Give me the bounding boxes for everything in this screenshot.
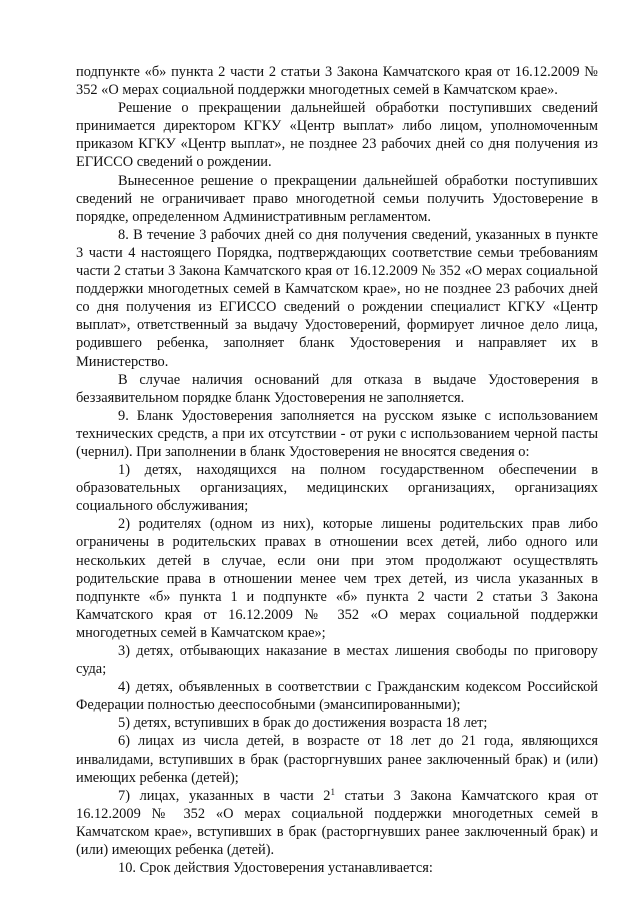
paragraph-decision-termination: Решение о прекращении дальнейшей обработки поступивших сведений принимается директором КГКУ «Центр выплат» либо лицом, уполномоченным приказом КГКУ «Центр выплат», не позднее 23 рабочих дней со дня получения из ЕГИССО сведений о рождении.: [76, 100, 598, 171]
paragraph-item-10: 10. Срок действия Удостоверения устанавливается:: [118, 860, 433, 877]
paragraph-decision-rights: Вынесенное решение о прекращении дальнейшей обработки поступивших сведений не ограничивает право многодетной семьи получить Удостоверение в порядке, определенном Административным регламентом.: [76, 172, 598, 225]
list-item-7-end: статьи 3 Закона Камчатского края от 16.12.2009 № 352 «О мерах социальной поддержки многодетных семей в Камчатском крае», вступивших в брак (расторгнувших ранее заключенный брак) и (или) имеющих ребенка (детей).: [76, 787, 599, 859]
superscript-1: 1: [330, 786, 335, 797]
list-item-6: 6) лицах из числа детей, в возрасте от 18 лет до 21 года, являющихся инвалидами, вступивших в брак (расторгнувших ранее заключенный брак) и (или) имеющих ребенка (детей);: [76, 733, 598, 786]
list-item-2: 2) родителях (одном из них), которые лишены родительских прав либо ограничены в родительских правах в отношении всех детей, либо одного или нескольких детей в случае, если они при этом продолжают осуществлять родительские права в отношении менее чем трех детей, из числа указанных в подпункте «б» пункта 1 и подпункте «б» пункта 2 части 2 статьи 3 Закона Камчатского края от 16.12.2009 № 352 «О мерах социальной поддержки многодетных семей в Камчатском крае»;: [76, 516, 598, 641]
list-item-3: 3) детях, отбывающих наказание в местах лишения свободы по приговору суда;: [76, 643, 598, 678]
paragraph-item-9: 9. Бланк Удостоверения заполняется на русском языке с использованием технических средств, а при их отсутствии - от руки с использованием черной пасты (чернил). При заполнении в бланк Удостоверения не вносятся сведения о:: [76, 407, 598, 460]
list-item-7-start: 7) лицах, указанных в части 2: [118, 787, 331, 804]
list-item-4: 4) детях, объявленных в соответствии с Гражданским кодексом Российской Федерации полностью дееспособными (эмансипированными);: [76, 679, 598, 714]
paragraph-refusal: В случае наличия оснований для отказа в выдаче Удостоверения в беззаявительном порядке бланк Удостоверения не заполняется.: [76, 371, 598, 406]
paragraph-item-8: 8. В течение 3 рабочих дней со дня получения сведений, указанных в пункте 3 части 4 настоящего Порядка, подтверждающих соответствие семьи требованиям части 2 статьи 3 Закона Камчатского края от 16.12.2009 № 352 «О мерах социальной поддержки многодетных семей в Камчатском крае», но не позднее 23 рабочих дней со дня получения из ЕГИССО сведений о рождении специалист КГКУ «Центр выплат», ответственный за выдачу Удостоверений, формирует личное дело лица, родившего ребенка, заполняет бланк Удостоверения и направляет их в Министерство.: [76, 226, 598, 370]
list-item-7: [76, 787, 598, 859]
list-item-1: 1) детях, находящихся на полном государственном обеспечении в образовательных организациях, медицинских организациях, организациях социального обслуживания;: [76, 462, 598, 515]
paragraph-continuation: подпункте «б» пункта 2 части 2 статьи 3 Закона Камчатского края от 16.12.2009 № 352 «О мерах социальной поддержки многодетных семей в Камчатском крае».: [76, 64, 598, 99]
list-item-5: 5) детях, вступивших в брак до достижения возраста 18 лет;: [118, 715, 488, 732]
document-body: [76, 63, 598, 877]
